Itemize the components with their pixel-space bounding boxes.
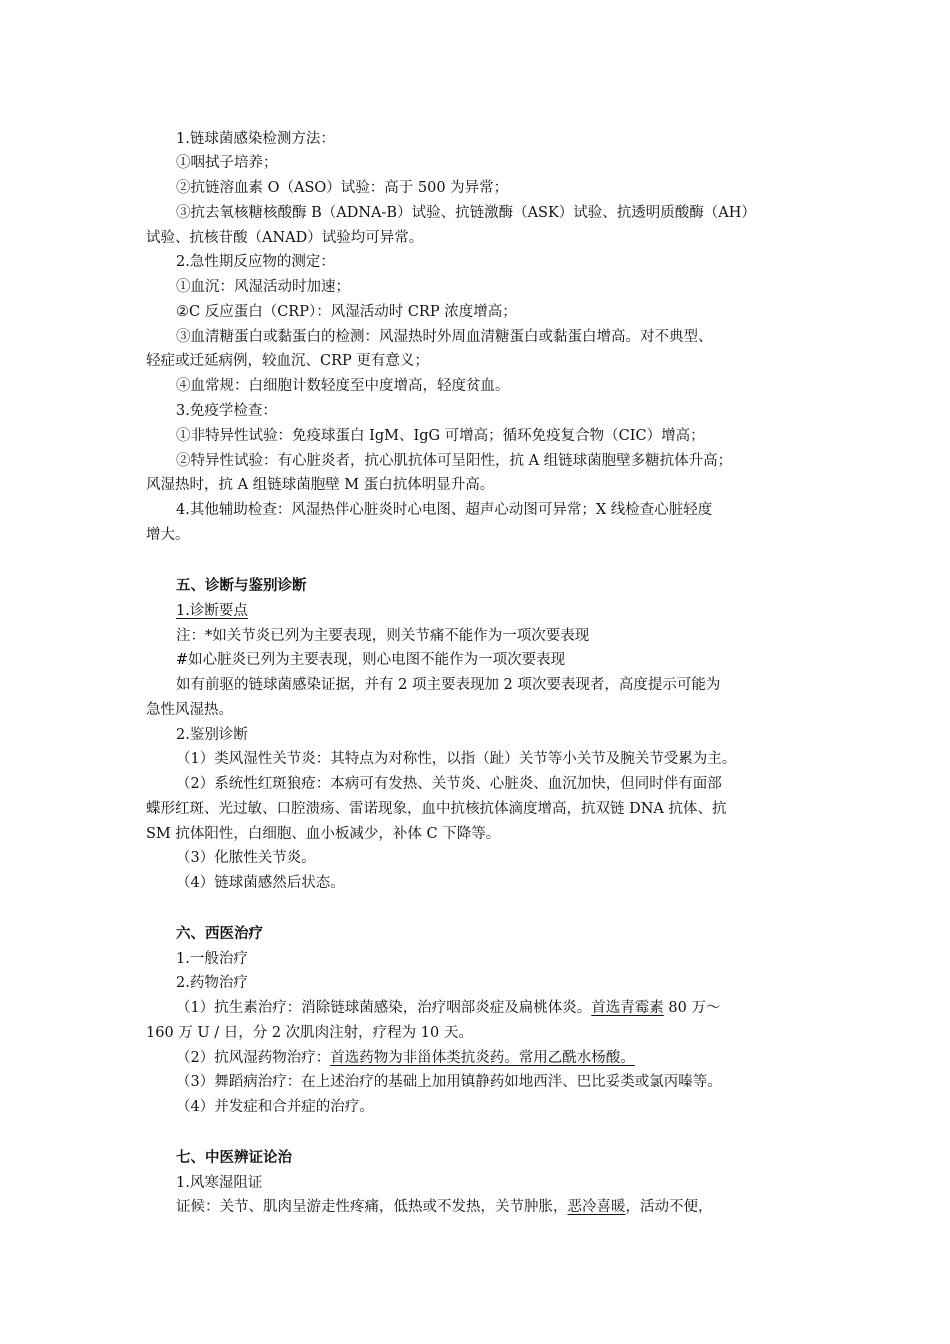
text-line: 1.诊断要点 [176,603,248,619]
underlined-text: 首选青霉素 [591,1000,664,1016]
text-line: （3）化脓性关节炎。 [176,850,316,866]
text-line: ②特异性试验：有心脏炎者，抗心肌抗体可呈阳性，抗 A 组链球菌胞壁多糖抗体升高； [176,453,733,469]
text-line: 2.鉴别诊断 [176,727,248,743]
text-line: ③抗去氧核糖核酸酶 B（ADNA-B）试验、抗链激酶（ASK）试验、抗透明质酸酶（AH） [176,205,756,221]
text-line: 轻症或迁延病例，较血沉、CRP 更有意义； [146,353,429,369]
text-line: 试验、抗核苷酸（ANAD）试验均可异常。 [146,230,424,246]
text-line: 2.药物治疗 [176,975,248,991]
text-line: ①咽拭子培养； [176,155,278,171]
text-line: ③血清糖蛋白或黏蛋白的检测：风湿热时外周血清糖蛋白或黏蛋白增高。对不典型、 [176,329,713,345]
text-line: 4.其他辅助检查：风湿热伴心脏炎时心电图、超声心动图可异常；X 线检查心脏轻度 [176,502,713,518]
text-line: （4）链球菌感然后状态。 [176,875,345,891]
text-line: 急性风湿热。 [146,702,233,718]
text-line: ②抗链溶血素 O（ASO）试验：高于 500 为异常； [176,180,509,196]
text-segment: （2）抗风湿药物治疗： [176,1050,331,1066]
text-line [176,998,720,1018]
text-line [176,1048,635,1068]
text-line: #如心脏炎已列为主要表现，则心电图不能作为一项次要表现 [176,652,566,668]
text-line: ②C 反应蛋白（CRP）：风湿活动时 CRP 浓度增高； [176,304,517,320]
text-segment: 80 万～ [663,1000,721,1016]
section-heading: 五、诊断与鉴别诊断 [176,577,307,594]
text-line: SM 抗体阳性，白细胞、血小板减少，补体 C 下降等。 [146,826,501,842]
text-line: ①血沉：风湿活动时加速； [176,279,350,295]
text-line: ①非特异性试验：免疫球蛋白 IgM、IgG 可增高；循环免疫复合物（CIC）增高； [176,428,705,444]
text-line: 增大。 [146,527,190,543]
text-line: （3）舞蹈病治疗：在上述治疗的基础上加用镇静药如地西泮、巴比妥类或氯丙嗪等。 [176,1074,722,1090]
text-line: 1.一般治疗 [176,951,248,967]
text-segment: 证候：关节、肌肉呈游走性疼痛，低热或不发热，关节肿胀， [176,1199,568,1215]
text-line: 1.风寒湿阻证 [176,1175,263,1191]
text-line: ④血常规：白细胞计数轻度至中度增高，轻度贫血。 [176,378,510,394]
text-line: 注：*如关节炎已列为主要表现，则关节痛不能作为一项次要表现 [176,628,590,644]
text-line: （1）类风湿性关节炎：其特点为对称性，以指（趾）关节等小关节及腕关节受累为主。 [176,751,737,767]
text-segment: ，活动不便， [625,1199,713,1215]
text-segment: （1）抗生素治疗：消除链球菌感染，治疗咽部炎症及扁桃体炎。 [176,1000,592,1016]
section-heading: 七、中医辨证论治 [176,1149,292,1166]
text-line [176,1197,713,1217]
text-line: 3.免疫学检查： [176,403,277,419]
text-line: 蝶形红斑、光过敏、口腔溃疡、雷诺现象，血中抗核抗体滴度增高，抗双链 DNA 抗体、抗 [146,801,727,817]
text-line: 如有前驱的链球菌感染证据，并有 2 项主要表现加 2 项次要表现者，高度提示可能为 [176,677,721,693]
text-line: 160 万 U / 日，分 2 次肌肉注射，疗程为 10 天。 [146,1025,473,1041]
text-line: 2.急性期反应物的测定： [176,254,335,270]
underlined-text: 恶冷喜暖 [567,1199,626,1215]
text-line: 风湿热时，抗 A 组链球菌胞壁 M 蛋白抗体明显升高。 [146,477,495,493]
text-line: （4）并发症和合并症的治疗。 [176,1099,374,1115]
section-heading: 六、西医治疗 [176,925,263,942]
underlined-text: 首选药物为非甾体类抗炎药。常用乙酰水杨酸。 [330,1050,635,1066]
text-line: 1.链球菌感染检测方法： [176,131,335,147]
text-line: （2）系统性红斑狼疮：本病可有发热、关节炎、心脏炎、血沉加快，但同时伴有面部 [176,776,722,792]
